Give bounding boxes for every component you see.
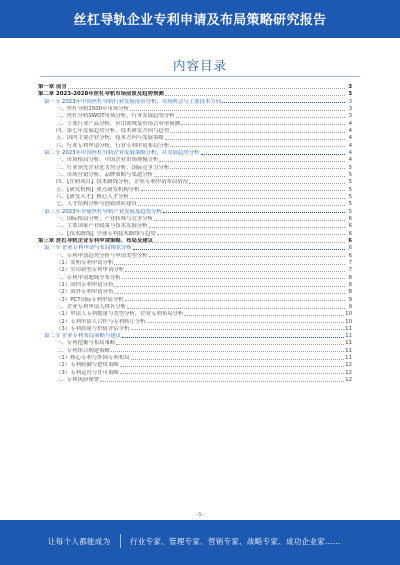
toc-entry[interactable] <box>38 187 352 194</box>
toc-entry[interactable] <box>38 201 352 208</box>
toc-entry-title: （2）专利申请人合作与专利转让分析 <box>56 318 146 325</box>
toc-entry-title: （1）申请人专利数量与类型分析，企业专利布局分析 <box>56 311 184 318</box>
toc-entry-page: 9 <box>348 303 352 310</box>
toc-entry-page: 4 <box>348 149 352 156</box>
toc-entry-page: 12 <box>345 369 352 376</box>
toc-leader-dots <box>138 202 345 206</box>
toc-entry-page: 8 <box>348 281 352 288</box>
toc-leader-dots <box>170 165 345 169</box>
toc-entry[interactable] <box>38 113 352 120</box>
toc-entry-title: 一、国际格局分析，产业转移与竞争分析 <box>56 215 154 222</box>
report-title: 丝杠导轨企业专利申请及布局策略研究报告 <box>73 13 327 28</box>
toc-entry[interactable] <box>38 150 352 157</box>
toc-entry-page: 7 <box>348 267 352 274</box>
toc-leader-dots <box>122 334 344 338</box>
toc-entry-page: 5 <box>348 193 352 200</box>
toc-leader-dots <box>159 158 345 162</box>
toc-entry-title: 五、【研发机构】重点研发机构分析 <box>56 186 140 193</box>
toc-leader-dots <box>130 107 345 111</box>
toc-entry-title: （1）国内专利申请分布 <box>56 281 114 288</box>
toc-leader-dots <box>201 151 345 155</box>
toc-entry-title: 一、丝杠导轨1500年市场分析 <box>56 105 130 112</box>
toc-entry[interactable] <box>38 106 352 113</box>
toc-entry[interactable] <box>38 194 352 201</box>
toc-entry-page: 6 <box>348 223 352 230</box>
toc-entry-page: 6 <box>348 215 352 222</box>
toc-entry[interactable] <box>38 84 352 91</box>
toc-leader-dots <box>170 143 345 147</box>
report-footer <box>0 520 400 565</box>
toc-entry-page: 11 <box>345 325 352 332</box>
toc-entry-page: 4 <box>348 135 352 142</box>
toc-entry-title: 二、行业领先企业优劣势分析，国际竞争力分析 <box>56 164 170 171</box>
toc-entry[interactable] <box>38 297 352 304</box>
toc-entry-title: 三、企业专利申请人排名分析 <box>56 303 127 310</box>
toc-entry[interactable] <box>38 289 352 296</box>
toc-leader-dots <box>165 92 345 96</box>
toc-leader-dots <box>114 261 345 265</box>
toc-entry-title: 第一节 企业专利申请与布局现状分析 <box>44 245 132 252</box>
toc-entry-page: 5 <box>348 171 352 178</box>
toc-entry-page: 5 <box>348 201 352 208</box>
toc-entry-title: （2）专利防御与进攻策略 <box>56 362 119 369</box>
toc-entry-title: （3）PCT国际专利申请分析 <box>56 296 124 303</box>
toc-entry-title: 七、人才结构分析与创新团队建设 <box>56 201 137 208</box>
toc-leader-dots <box>181 121 345 125</box>
toc-entry-page: 9 <box>348 296 352 303</box>
toc-leader-dots <box>122 275 345 279</box>
toc-entry-title: 五、国内主要企业分析，技术方向与发展策略 <box>56 135 164 142</box>
toc-entry-title: 二、专利组合构建策略 <box>56 347 110 354</box>
toc-entry-title: 第一章 前言 <box>38 84 67 90</box>
toc-entry-title: 三、专利风险预警 <box>56 377 100 384</box>
toc-entry-title: 四、第七年发展趋势分析，技术研发方向与趋势 <box>56 127 170 134</box>
toc-entry-page: 3 <box>348 105 352 112</box>
toc-entry-page: 10 <box>345 318 352 325</box>
toc-entry[interactable] <box>38 267 352 274</box>
toc-leader-dots <box>176 114 345 118</box>
toc-entry[interactable] <box>38 340 352 347</box>
toc-entry-page: 5 <box>348 186 352 193</box>
toc-leader-dots <box>154 239 345 243</box>
toc-leader-dots <box>114 290 345 294</box>
toc-entry[interactable] <box>38 209 352 216</box>
toc-entry[interactable] <box>38 91 352 98</box>
toc-entry[interactable] <box>38 319 352 326</box>
toc-entry[interactable] <box>38 231 352 238</box>
toc-entry-page: 4 <box>348 120 352 127</box>
toc-leader-dots <box>116 341 344 345</box>
toc-leader-dots <box>189 180 345 184</box>
toc-entry[interactable] <box>38 282 352 289</box>
toc-entry-title: 第一节 2023年中国丝杠导轨行业发展前景分析，市场机会与主要技术方向 <box>44 98 222 105</box>
toc-leader-dots <box>127 305 345 309</box>
toc-entry-title: 一、市场格局分析，中国企业市场规模分析 <box>56 157 159 164</box>
toc-entry-title: 二、主要国家产业政策与技术发展分析 <box>56 223 148 230</box>
toc-entry-page: 6 <box>348 230 352 237</box>
toc-entry[interactable] <box>38 216 352 223</box>
toc-entry-title: 二、丝杠导轨SWOT市场分析，行业发展趋势分析 <box>56 113 175 120</box>
toc-entry-title: 三、【技术路线】全球专利技术路线与趋势 <box>56 230 156 237</box>
toc-entry-page: 11 <box>345 340 352 347</box>
toc-entry-page: 6 <box>348 245 352 252</box>
toc-divider <box>40 76 360 77</box>
toc-entry[interactable] <box>38 311 352 318</box>
toc-entry-page: 4 <box>348 142 352 149</box>
toc-heading: 内容目录 <box>172 58 227 73</box>
toc-entry-page: 3 <box>348 84 352 90</box>
toc-entry[interactable] <box>38 348 352 355</box>
toc-leader-dots <box>141 187 345 191</box>
toc-entry[interactable] <box>38 333 352 340</box>
toc-entry-title: 三、主要行业产品分析，应用领域及市场占有率预测 <box>56 120 180 127</box>
toc-entry-page: 4 <box>348 127 352 134</box>
toc-entry[interactable] <box>38 179 352 186</box>
toc-entry-title: （1）发明专利申请分析 <box>56 259 114 266</box>
toc-entry-page: 4 <box>348 157 352 164</box>
toc-leader-dots <box>133 246 345 250</box>
toc-leader-dots <box>100 378 344 382</box>
toc-entry-title: 六、【研发人才】核心人才分析 <box>56 193 129 200</box>
toc-entry-page: 3 <box>348 91 352 98</box>
toc-entry-page: 11 <box>345 347 352 354</box>
toc-entry-title: 第二节 企业专利布局策略与建议 <box>44 333 122 340</box>
toc-entry[interactable] <box>38 165 352 172</box>
toc-entry[interactable] <box>38 143 352 150</box>
toc-entry-page: 8 <box>348 274 352 281</box>
toc-entry-title: 第二节 2023年中国丝杠导轨企业发展策略分析，并发展趋势分析 <box>44 149 200 156</box>
toc-leader-dots <box>131 356 345 360</box>
toc-entry-page: 8 <box>348 289 352 296</box>
toc-entry[interactable] <box>38 99 352 106</box>
toc-entry-page: 11 <box>345 355 352 362</box>
footer-slogan: 让每个人都能成为 <box>48 537 111 546</box>
toc-entry-page: 3 <box>348 98 352 105</box>
toc-entry-page: 12 <box>345 377 352 384</box>
toc-entry[interactable] <box>38 275 352 282</box>
toc-leader-dots <box>222 99 345 103</box>
toc-entry-page: 10 <box>345 311 352 318</box>
toc-entry[interactable] <box>38 245 352 252</box>
report-header <box>0 0 400 38</box>
toc-entry-page: 5 <box>348 164 352 171</box>
toc-entry-page: 5 <box>348 179 352 186</box>
toc-entry[interactable] <box>38 260 352 267</box>
footer-tagline: 行业专家、管理专家、营销专家、战略专家、成功企业家…… <box>130 537 341 546</box>
toc-entry[interactable] <box>38 326 352 333</box>
toc-entry-title: 第二章 2023-2028年丝杠导轨市场前景及趋势预测 <box>38 91 164 98</box>
toc-entry[interactable] <box>38 362 352 369</box>
toc-entry-page: 11 <box>345 333 352 340</box>
toc-entry-title: （1）核心专利与外围专利布局 <box>56 355 130 362</box>
toc-entry[interactable] <box>38 355 352 362</box>
toc-leader-dots <box>170 129 345 133</box>
toc-entry[interactable] <box>38 121 352 128</box>
toc-entry-page: 3 <box>348 113 352 120</box>
toc-leader-dots <box>149 253 345 257</box>
toc-leader-dots <box>184 312 344 316</box>
toc-leader-dots <box>157 231 345 235</box>
toc-leader-dots <box>131 326 345 330</box>
toc-leader-dots <box>125 268 345 272</box>
toc-entry-page: 5 <box>348 208 352 215</box>
toc-entry-title: 六、行业专利申请分析，行业专利申请布局分析 <box>56 142 170 149</box>
toc-entry[interactable] <box>38 128 352 135</box>
toc-entry[interactable] <box>38 370 352 377</box>
toc-leader-dots <box>68 85 345 89</box>
toc-entry[interactable] <box>38 253 352 260</box>
page-number: -1- <box>196 512 204 518</box>
toc-leader-dots <box>147 319 344 323</box>
toc-entry-title: 四、【在研项目】技术路线分析，企业专利申请布局情况 <box>56 179 189 186</box>
toc-leader-dots <box>114 283 345 287</box>
toc-leader-dots <box>111 348 344 352</box>
table-of-contents <box>38 84 352 384</box>
toc-leader-dots <box>154 173 345 177</box>
toc-entry-title: 二、专利申请地域分布分析 <box>56 274 121 281</box>
toc-entry-page: 12 <box>345 362 352 369</box>
footer-separator <box>120 534 121 548</box>
toc-leader-dots <box>130 195 345 199</box>
toc-leader-dots <box>125 297 345 301</box>
toc-entry[interactable] <box>38 377 352 384</box>
toc-entry[interactable] <box>38 304 352 311</box>
toc-entry-title: 一、专利申请趋势分析与申请类型分析 <box>56 252 148 259</box>
toc-leader-dots <box>120 370 344 374</box>
toc-leader-dots <box>154 217 345 221</box>
toc-entry-page: 7 <box>348 259 352 266</box>
toc-leader-dots <box>120 363 344 367</box>
toc-leader-dots <box>165 136 345 140</box>
toc-leader-dots <box>163 209 345 213</box>
toc-entry[interactable] <box>38 157 352 164</box>
toc-entry-page: 6 <box>348 252 352 259</box>
toc-entry-title: （3）专利运营与许可策略 <box>56 369 119 376</box>
toc-entry-title: （2）海外专利申请分布 <box>56 289 114 296</box>
toc-entry[interactable] <box>38 223 352 230</box>
toc-entry-title: （3）专利质量与价值评估分析 <box>56 325 130 332</box>
toc-leader-dots <box>149 224 345 228</box>
toc-entry-title: 第三章 丝杠导轨企业专利申请策略、布局及建议 <box>38 237 154 244</box>
toc-entry-title: 第三节 2023年全球丝杠导轨产业发展及趋势分析 <box>44 208 162 215</box>
toc-entry-title: 三、市场营销分析，品牌策略与渠道分析 <box>56 171 154 178</box>
toc-entry[interactable] <box>38 135 352 142</box>
toc-entry[interactable] <box>38 172 352 179</box>
toc-entry-title: （2）实用新型专利申请分析 <box>56 267 125 274</box>
toc-entry-title: 一、专利挖掘与布局策略 <box>56 340 116 347</box>
toc-entry-page: 6 <box>348 237 352 244</box>
toc-entry[interactable] <box>38 238 352 245</box>
